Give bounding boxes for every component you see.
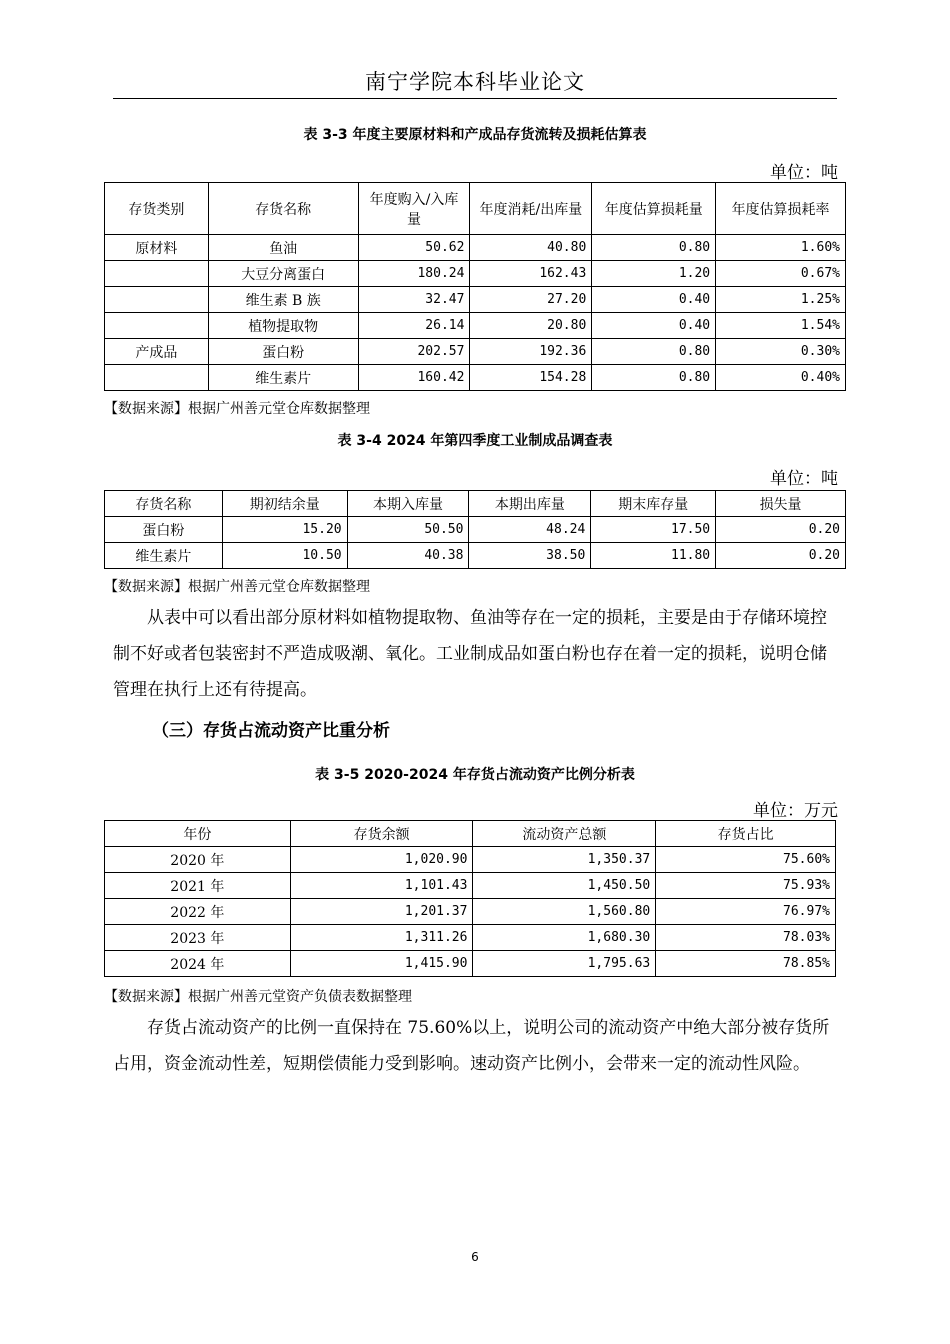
header-cell: 期末库存量 xyxy=(591,491,716,517)
table-cell: 1,101.43 xyxy=(290,873,473,899)
table-3-5-caption: 表 3-5 2020-2024 年存货占流动资产比例分析表 xyxy=(315,767,635,783)
table-row xyxy=(105,517,846,543)
table-cell: 植物提取物 xyxy=(208,313,358,339)
header-cell: 年度消耗/出库量 xyxy=(470,183,592,235)
table-cell: 38.50 xyxy=(469,543,591,569)
page-number: 6 xyxy=(471,1250,479,1264)
section-heading: （三）存货占流动资产比重分析 xyxy=(152,721,390,741)
table-cell: 2021 年 xyxy=(105,873,291,899)
table-cell: 2022 年 xyxy=(105,899,291,925)
table-cell: 202.57 xyxy=(358,339,470,365)
table-row xyxy=(105,313,846,339)
table-cell: 蛋白粉 xyxy=(208,339,358,365)
table-row xyxy=(105,951,836,977)
header-cell: 本期入库量 xyxy=(347,491,469,517)
table-cell: 180.24 xyxy=(358,261,470,287)
table-cell: 1,311.26 xyxy=(290,925,473,951)
body-paragraph-2: 存货占流动资产的比例一直保持在 75.60%以上，说明公司的流动资产中绝大部分被存货所占用，资金流动性差，短期偿债能力受到影响。速动资产比例小，会带来一定的流动性风险。 xyxy=(113,1018,830,1074)
table-3-5-source: 【数据来源】根据广州善元堂资产负债表数据整理 xyxy=(104,989,412,1005)
table-cell: 0.80 xyxy=(592,235,716,261)
table-cell: 15.20 xyxy=(222,517,347,543)
body-paragraph-1: 从表中可以看出部分原材料如植物提取物、鱼油等存在一定的损耗，主要是由于存储环境控制不好或者包装密封不严造成吸潮、氧化。工业制成品如蛋白粉也存在着一定的损耗，说明仓储管理在执行上还有待提高。 xyxy=(113,608,827,700)
table-3-4 xyxy=(104,490,846,569)
header-cell: 存货类别 xyxy=(105,183,209,235)
header-cell: 年度估算损耗率 xyxy=(716,183,846,235)
table-3-4-source: 【数据来源】根据广州善元堂仓库数据整理 xyxy=(104,579,370,595)
table-cell: 1,795.63 xyxy=(473,951,656,977)
table-3-3-unit: 单位：吨 xyxy=(770,163,838,183)
table-cell: 78.85% xyxy=(656,951,836,977)
table-cell: 0.20 xyxy=(716,517,846,543)
table-cell: 17.50 xyxy=(591,517,716,543)
table-row xyxy=(105,543,846,569)
table-cell: 2023 年 xyxy=(105,925,291,951)
header-cell: 存货名称 xyxy=(105,491,223,517)
table-row xyxy=(105,365,846,391)
table-cell: 2024 年 xyxy=(105,951,291,977)
header-cell: 流动资产总额 xyxy=(473,821,656,847)
table-3-3-source: 【数据来源】根据广州善元堂仓库数据整理 xyxy=(104,401,370,417)
table-cell: 40.80 xyxy=(470,235,592,261)
table-row xyxy=(105,235,846,261)
table-cell: 40.38 xyxy=(347,543,469,569)
table-3-3-caption: 表 3-3 年度主要原材料和产成品存货流转及损耗估算表 xyxy=(303,127,647,143)
header-cell: 损失量 xyxy=(716,491,846,517)
table-cell: 1,680.30 xyxy=(473,925,656,951)
table-cell: 160.42 xyxy=(358,365,470,391)
header-cell: 期初结余量 xyxy=(222,491,347,517)
table-cell: 大豆分离蛋白 xyxy=(208,261,358,287)
table-cell: 1,350.37 xyxy=(473,847,656,873)
table-3-5 xyxy=(104,820,836,977)
table-cell: 32.47 xyxy=(358,287,470,313)
table-cell: 维生素片 xyxy=(105,543,223,569)
table-cell xyxy=(105,365,209,391)
table-cell: 1,201.37 xyxy=(290,899,473,925)
table-cell: 1,415.90 xyxy=(290,951,473,977)
header-cell: 存货占比 xyxy=(656,821,836,847)
table-cell: 1,450.50 xyxy=(473,873,656,899)
table-header-row xyxy=(105,821,836,847)
table-cell: 1,020.90 xyxy=(290,847,473,873)
table-cell xyxy=(105,261,209,287)
table-cell: 原材料 xyxy=(105,235,209,261)
table-cell: 0.40 xyxy=(592,313,716,339)
header-cell: 本期出库量 xyxy=(469,491,591,517)
table-cell: 154.28 xyxy=(470,365,592,391)
header-cell: 年度估算损耗量 xyxy=(592,183,716,235)
table-cell: 0.40 xyxy=(592,287,716,313)
header-cell: 存货名称 xyxy=(208,183,358,235)
table-cell: 162.43 xyxy=(470,261,592,287)
table-3-3 xyxy=(104,182,846,391)
table-cell xyxy=(105,287,209,313)
table-row xyxy=(105,925,836,951)
table-cell: 0.40% xyxy=(716,365,846,391)
header-rule xyxy=(113,98,837,99)
table-cell: 0.80 xyxy=(592,365,716,391)
running-header: 南宁学院本科毕业论文 xyxy=(365,70,585,94)
table-header-row xyxy=(105,183,846,235)
table-row xyxy=(105,261,846,287)
table-cell: 76.97% xyxy=(656,899,836,925)
table-cell: 75.60% xyxy=(656,847,836,873)
table-cell: 48.24 xyxy=(469,517,591,543)
table-cell: 产成品 xyxy=(105,339,209,365)
table-cell: 2020 年 xyxy=(105,847,291,873)
table-cell: 1.25% xyxy=(716,287,846,313)
table-cell: 1.20 xyxy=(592,261,716,287)
table-cell: 78.03% xyxy=(656,925,836,951)
table-3-4-caption: 表 3-4 2024 年第四季度工业制成品调查表 xyxy=(337,433,613,449)
table-row xyxy=(105,287,846,313)
table-cell: 1,560.80 xyxy=(473,899,656,925)
table-cell: 75.93% xyxy=(656,873,836,899)
table-cell: 蛋白粉 xyxy=(105,517,223,543)
table-cell: 1.60% xyxy=(716,235,846,261)
table-cell: 维生素 B 族 xyxy=(208,287,358,313)
table-cell: 维生素片 xyxy=(208,365,358,391)
table-cell: 50.50 xyxy=(347,517,469,543)
table-cell: 0.20 xyxy=(716,543,846,569)
header-cell: 存货余额 xyxy=(290,821,473,847)
table-row xyxy=(105,899,836,925)
header-cell: 年度购入/入库量 xyxy=(358,183,470,235)
table-cell: 50.62 xyxy=(358,235,470,261)
table-cell: 27.20 xyxy=(470,287,592,313)
table-3-5-unit: 单位：万元 xyxy=(753,801,838,821)
table-3-4-unit: 单位：吨 xyxy=(770,469,838,489)
table-header-row xyxy=(105,491,846,517)
header-cell: 年份 xyxy=(105,821,291,847)
table-cell: 26.14 xyxy=(358,313,470,339)
table-row xyxy=(105,847,836,873)
table-cell xyxy=(105,313,209,339)
table-cell: 0.30% xyxy=(716,339,846,365)
table-cell: 0.67% xyxy=(716,261,846,287)
table-cell: 1.54% xyxy=(716,313,846,339)
table-row xyxy=(105,873,836,899)
table-cell: 鱼油 xyxy=(208,235,358,261)
table-cell: 10.50 xyxy=(222,543,347,569)
table-row xyxy=(105,339,846,365)
table-cell: 0.80 xyxy=(592,339,716,365)
table-cell: 11.80 xyxy=(591,543,716,569)
table-cell: 20.80 xyxy=(470,313,592,339)
table-cell: 192.36 xyxy=(470,339,592,365)
